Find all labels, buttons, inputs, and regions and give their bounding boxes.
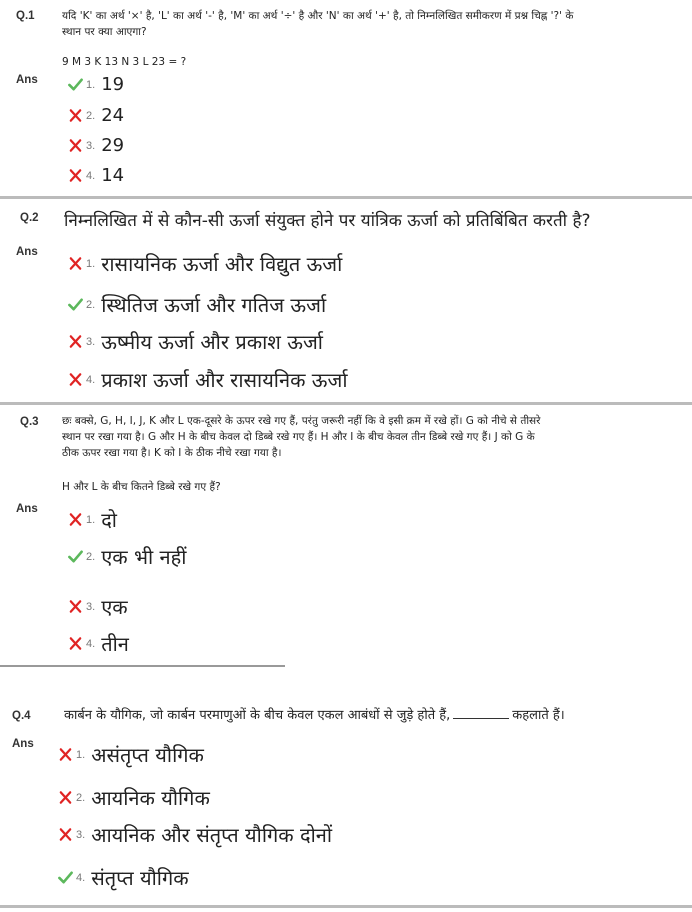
option-text: दो — [101, 508, 117, 532]
option-number: 4. — [86, 373, 96, 386]
option-number: 4. — [86, 169, 96, 182]
option-4 — [68, 366, 348, 393]
option-2 — [68, 291, 326, 318]
option-text: तीन — [101, 632, 129, 656]
option-number: 4. — [86, 637, 96, 650]
question-text-after: कहलाते हैं। — [512, 708, 565, 723]
question-text — [64, 706, 688, 726]
option-text: संतृप्त यौगिक — [91, 866, 189, 890]
option-1 — [68, 506, 117, 533]
cross-icon — [68, 512, 83, 527]
option-3 — [68, 135, 124, 156]
option-1 — [68, 250, 342, 277]
cross-icon — [58, 747, 73, 762]
option-4 — [58, 864, 189, 891]
option-text: असंतृप्त यौगिक — [91, 743, 204, 767]
question-number: Q.3 — [20, 416, 39, 428]
option-text: 19 — [101, 74, 125, 95]
option-number: 2. — [86, 550, 96, 563]
option-text: ऊष्मीय ऊर्जा और प्रकाश ऊर्जा — [101, 330, 323, 354]
option-number: 3. — [86, 139, 96, 152]
option-number: 4. — [76, 871, 86, 884]
option-text: एक — [101, 595, 128, 619]
option-number: 1. — [86, 78, 96, 91]
option-text: आयनिक यौगिक — [91, 786, 210, 810]
option-number: 1. — [76, 748, 86, 761]
cross-icon — [68, 599, 83, 614]
option-text: 29 — [101, 135, 125, 156]
question-line: स्थान पर रखा गया है। G और H के बीच केवल दो डिब्बे रखे गए हैं। H और I के बीच केवल तीन डिब्बे रखे गए हैं। J को G के — [62, 431, 535, 443]
option-3 — [68, 593, 128, 620]
answer-label: Ans — [16, 246, 38, 258]
cross-icon — [68, 372, 83, 387]
question-line: छः बक्से, G, H, I, J, K और L एक-दूसरे के ऊपर रखे गए हैं, परंतु जरूरी नहीं कि वे इसी क्रम में रखे हों। G को नीचे से तीसरे — [62, 415, 541, 427]
question-number: Q.1 — [16, 10, 35, 22]
cross-icon — [68, 334, 83, 349]
option-number: 2. — [76, 791, 86, 804]
question-text — [62, 413, 686, 461]
question-text — [62, 8, 682, 40]
question-line: यदि 'K' का अर्थ '×' है, 'L' का अर्थ '-' है, 'M' का अर्थ '÷' है और 'N' का अर्थ '+' है, तो निम्नलिखित समीकरण में प्रश्न चिह्न '?' के — [62, 10, 574, 22]
separator — [0, 905, 692, 908]
option-text: आयनिक और संतृप्त यौगिक दोनों — [91, 823, 333, 847]
check-icon — [68, 297, 83, 312]
option-text: एक भी नहीं — [101, 545, 187, 569]
question-text-before: कार्बन के यौगिक, जो कार्बन परमाणुओं के बीच केवल एकल आबंधों से जुड़े होते हैं, — [64, 708, 451, 723]
question-number: Q.4 — [12, 710, 31, 722]
answer-label: Ans — [16, 74, 38, 86]
option-3 — [68, 328, 323, 355]
option-number: 3. — [86, 335, 96, 348]
option-number: 1. — [86, 257, 96, 270]
sub-question: H और L के बीच कितने डिब्बे रखे गए हैं? — [62, 481, 221, 493]
option-1 — [58, 741, 204, 768]
check-icon — [58, 870, 73, 885]
answer-blank — [453, 708, 509, 719]
answer-label: Ans — [12, 738, 34, 750]
separator — [0, 196, 692, 199]
option-number: 2. — [86, 298, 96, 311]
option-number: 3. — [76, 828, 86, 841]
check-icon — [68, 549, 83, 564]
option-4 — [68, 165, 124, 186]
option-2 — [68, 543, 186, 570]
option-number: 1. — [86, 513, 96, 526]
option-text: 14 — [101, 165, 125, 186]
option-text: स्थितिज ऊर्जा और गतिज ऊर्जा — [101, 293, 327, 317]
cross-icon — [68, 168, 83, 183]
option-2 — [58, 784, 210, 811]
cross-icon — [68, 108, 83, 123]
check-icon — [68, 77, 83, 92]
question-number: Q.2 — [20, 212, 39, 224]
option-text: 24 — [101, 105, 125, 126]
option-2 — [68, 105, 124, 126]
cross-icon — [68, 636, 83, 651]
option-1 — [68, 74, 124, 95]
cross-icon — [68, 256, 83, 271]
answer-label: Ans — [16, 503, 38, 515]
cross-icon — [58, 827, 73, 842]
separator — [0, 402, 692, 405]
option-text: रासायनिक ऊर्जा और विद्युत ऊर्जा — [101, 252, 343, 276]
cross-icon — [68, 138, 83, 153]
question-line: ठीक ऊपर रखा गया है। K को I के ठीक नीचे रखा गया है। — [62, 447, 282, 459]
option-number: 2. — [86, 109, 96, 122]
option-3 — [58, 821, 332, 848]
separator — [0, 665, 285, 667]
option-number: 3. — [86, 600, 96, 613]
question-text: निम्नलिखित में से कौन-सी ऊर्जा संयुक्त होने पर यांत्रिक ऊर्जा को प्रतिबिंबित करती है? — [64, 211, 591, 231]
cross-icon — [58, 790, 73, 805]
option-4 — [68, 630, 129, 657]
question-line: स्थान पर क्या आएगा? — [62, 26, 147, 38]
equation-text: 9 M 3 K 13 N 3 L 23 = ? — [62, 56, 187, 68]
option-text: प्रकाश ऊर्जा और रासायनिक ऊर्जा — [101, 368, 348, 392]
